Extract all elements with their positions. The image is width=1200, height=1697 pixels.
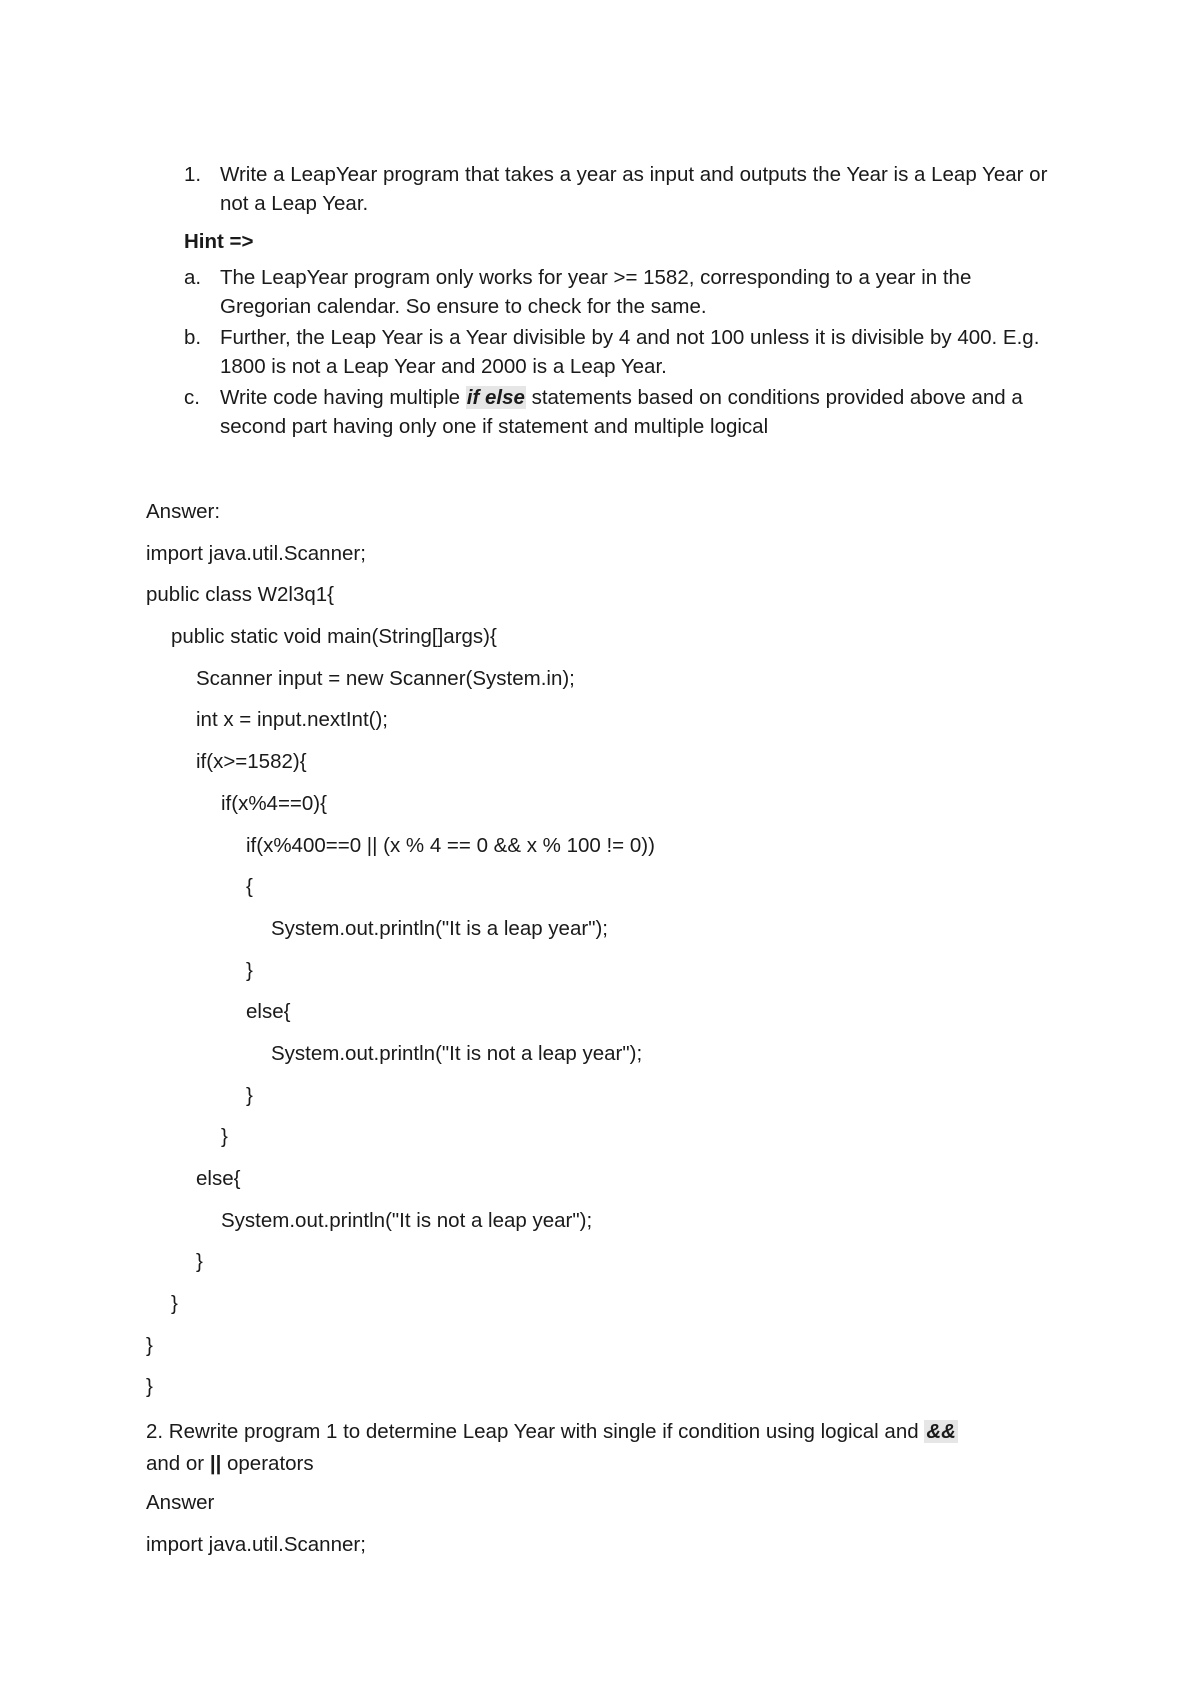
- code-line: import java.util.Scanner;: [146, 541, 366, 565]
- answer-section: [146, 497, 1046, 1572]
- or-operator: ||: [209, 1452, 222, 1476]
- code-line: if(x>=1582){: [196, 750, 307, 774]
- hint-text: Further, the Leap Year is a Year divisible by 4 and not 100 unless it is divisible by 400. E.g. 1800 is not a Leap Year and 2000 is a Leap Year.: [220, 326, 1040, 378]
- answer-1-label: Answer:: [146, 500, 221, 523]
- code-line: }: [196, 1250, 203, 1274]
- code-line: }: [246, 1083, 253, 1107]
- hint-marker: b.: [184, 326, 202, 349]
- question-2: [146, 1416, 1046, 1480]
- code-line: System.out.println("It is not a leap year");: [221, 1208, 593, 1232]
- question-1-row: [184, 160, 1064, 218]
- hint-label: Hint =>: [184, 230, 254, 253]
- code-line: else{: [246, 1000, 291, 1024]
- question-1-number: 1.: [184, 163, 202, 186]
- code-line: System.out.println("It is not a leap year");: [271, 1041, 643, 1065]
- code-line: import java.util.Scanner;: [146, 1532, 366, 1556]
- code-line: }: [146, 1375, 153, 1399]
- code-line: }: [146, 1333, 153, 1357]
- hint-text-before: Write code having multiple: [220, 386, 466, 409]
- code-line: public static void main(String[]args){: [171, 625, 497, 649]
- hint-marker: a.: [184, 266, 202, 289]
- hint-text: [220, 383, 1064, 441]
- hint-item-a: [184, 263, 1064, 321]
- answer-2-label: Answer: [146, 1491, 215, 1515]
- hint-marker: c.: [184, 386, 200, 409]
- code-line: if(x%400==0 || (x % 4 == 0 && x % 100 != 0)): [246, 833, 655, 857]
- hint-item-c: [184, 383, 1064, 441]
- if-else-highlight: if else: [466, 386, 525, 409]
- and-operator-highlight: &&: [926, 1420, 956, 1444]
- code-line: if(x%4==0){: [221, 791, 327, 815]
- code-line: }: [171, 1292, 178, 1316]
- code-line: int x = input.nextInt();: [196, 708, 388, 732]
- code-line: public class W2l3q1{: [146, 583, 335, 607]
- code-line: else{: [196, 1167, 241, 1190]
- code-line: }: [246, 958, 253, 982]
- question-2-text-mid: and or: [146, 1452, 210, 1476]
- hint-item-b: [184, 323, 1064, 381]
- question-1-text: Write a LeapYear program that takes a year as input and outputs the Year is a Leap Year or not a Leap Year.: [220, 163, 1048, 215]
- code-line: Scanner input = new Scanner(System.in);: [196, 666, 575, 690]
- question-1: [184, 160, 1064, 443]
- code-line: {: [246, 875, 253, 899]
- code-line: }: [221, 1125, 228, 1149]
- question-2-text-before: 2. Rewrite program 1 to determine Leap Year with single if condition using logical and: [146, 1420, 925, 1444]
- hint-text: The LeapYear program only works for year >= 1582, corresponding to a year in the Gregorian calendar. So ensure to check for the same.: [220, 266, 972, 318]
- code-line: System.out.println("It is a leap year");: [271, 916, 608, 940]
- hint-text-after: statements based on conditions provided above and a second part having only one if statement and multiple logical: [220, 386, 1023, 438]
- question-2-text-after: operators: [221, 1452, 314, 1476]
